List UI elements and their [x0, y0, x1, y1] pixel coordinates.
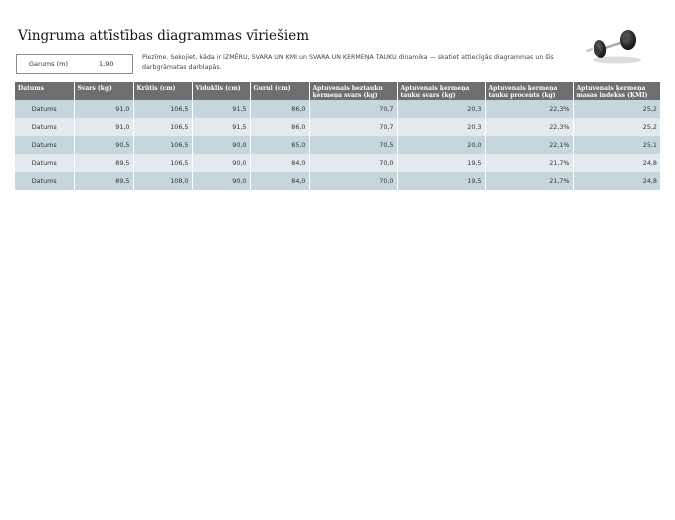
cell-date[interactable]: Datums [15, 136, 74, 154]
cell-chest[interactable]: 106,5 [133, 154, 192, 172]
column-header-hips: Gurni (cm) [250, 82, 309, 100]
cell-bmi: 25,2 [573, 100, 660, 118]
cell-waist[interactable]: 91,5 [192, 118, 250, 136]
column-header-bmi: Aptuvenais ķermeņa masas indekss (ĶMI) [573, 82, 660, 100]
height-field[interactable] [16, 54, 133, 74]
cell-hips[interactable]: 86,0 [250, 118, 309, 136]
cell-fat-weight: 19,5 [397, 154, 485, 172]
column-header-fat-weight: Aptuvenais ķermeņa tauku svars (kg) [397, 82, 485, 100]
cell-lean-mass: 70,0 [309, 154, 397, 172]
cell-fat-percent: 21,7% [485, 172, 573, 190]
cell-weight[interactable]: 89,5 [74, 154, 133, 172]
cell-bmi: 25,2 [573, 118, 660, 136]
cell-date[interactable]: Datums [15, 172, 74, 190]
height-label: Garums (m) [29, 60, 68, 68]
cell-weight[interactable]: 91,0 [74, 100, 133, 118]
cell-chest[interactable]: 106,5 [133, 136, 192, 154]
dumbbell-icon [585, 26, 645, 66]
cell-fat-weight: 20,3 [397, 100, 485, 118]
cell-hips[interactable]: 84,0 [250, 172, 309, 190]
column-header-chest: Krūtis (cm) [133, 82, 192, 100]
cell-hips[interactable]: 84,0 [250, 154, 309, 172]
cell-waist[interactable]: 91,5 [192, 100, 250, 118]
table-header-row [15, 82, 660, 100]
column-header-fat-percent: Aptuvenais ķermeņa tauku procents (kg) [485, 82, 573, 100]
cell-waist[interactable]: 90,0 [192, 172, 250, 190]
cell-fat-percent: 22,1% [485, 136, 573, 154]
height-value[interactable]: 1,90 [99, 60, 114, 68]
cell-lean-mass: 70,7 [309, 100, 397, 118]
cell-fat-weight: 20,0 [397, 136, 485, 154]
cell-weight[interactable]: 91,0 [74, 118, 133, 136]
table-row [15, 136, 660, 154]
cell-weight[interactable]: 89,5 [74, 172, 133, 190]
cell-fat-percent: 22,3% [485, 118, 573, 136]
note-text: Piezīme. Sekojiet, kāda ir IZMĒRU, SVARA UN ĶMI un SVARA UN ĶERMEŅA TAUKU dinamika — skatiet attiecīgās diagrammas un šīs darbgrāmatas darblapās. [142, 54, 554, 71]
cell-fat-percent: 22,3% [485, 100, 573, 118]
page-title: Vingruma attīstības diagrammas vīriešiem [18, 28, 310, 44]
table-row [15, 118, 660, 136]
cell-lean-mass: 70,5 [309, 136, 397, 154]
cell-waist[interactable]: 90,0 [192, 154, 250, 172]
cell-weight[interactable]: 90,5 [74, 136, 133, 154]
cell-hips[interactable]: 86,0 [250, 100, 309, 118]
table-row [15, 172, 660, 190]
cell-chest[interactable]: 108,0 [133, 172, 192, 190]
cell-lean-mass: 70,7 [309, 118, 397, 136]
cell-bmi: 25,1 [573, 136, 660, 154]
cell-fat-percent: 21,7% [485, 154, 573, 172]
column-header-weight: Svars (kg) [74, 82, 133, 100]
cell-date[interactable]: Datums [15, 118, 74, 136]
cell-bmi: 24,8 [573, 154, 660, 172]
table-row [15, 100, 660, 118]
column-header-date: Datums [15, 82, 74, 100]
progress-table [15, 82, 660, 190]
cell-fat-weight: 20,3 [397, 118, 485, 136]
cell-bmi: 24,8 [573, 172, 660, 190]
column-header-lean-mass: Aptuvenais beztauku ķermeņa svars (kg) [309, 82, 397, 100]
cell-chest[interactable]: 106,5 [133, 118, 192, 136]
cell-fat-weight: 19,5 [397, 172, 485, 190]
table-row [15, 154, 660, 172]
cell-hips[interactable]: 85,0 [250, 136, 309, 154]
cell-chest[interactable]: 106,5 [133, 100, 192, 118]
cell-lean-mass: 70,0 [309, 172, 397, 190]
cell-date[interactable]: Datums [15, 154, 74, 172]
column-header-waist: Viduklis (cm) [192, 82, 250, 100]
cell-date[interactable]: Datums [15, 100, 74, 118]
cell-waist[interactable]: 90,0 [192, 136, 250, 154]
